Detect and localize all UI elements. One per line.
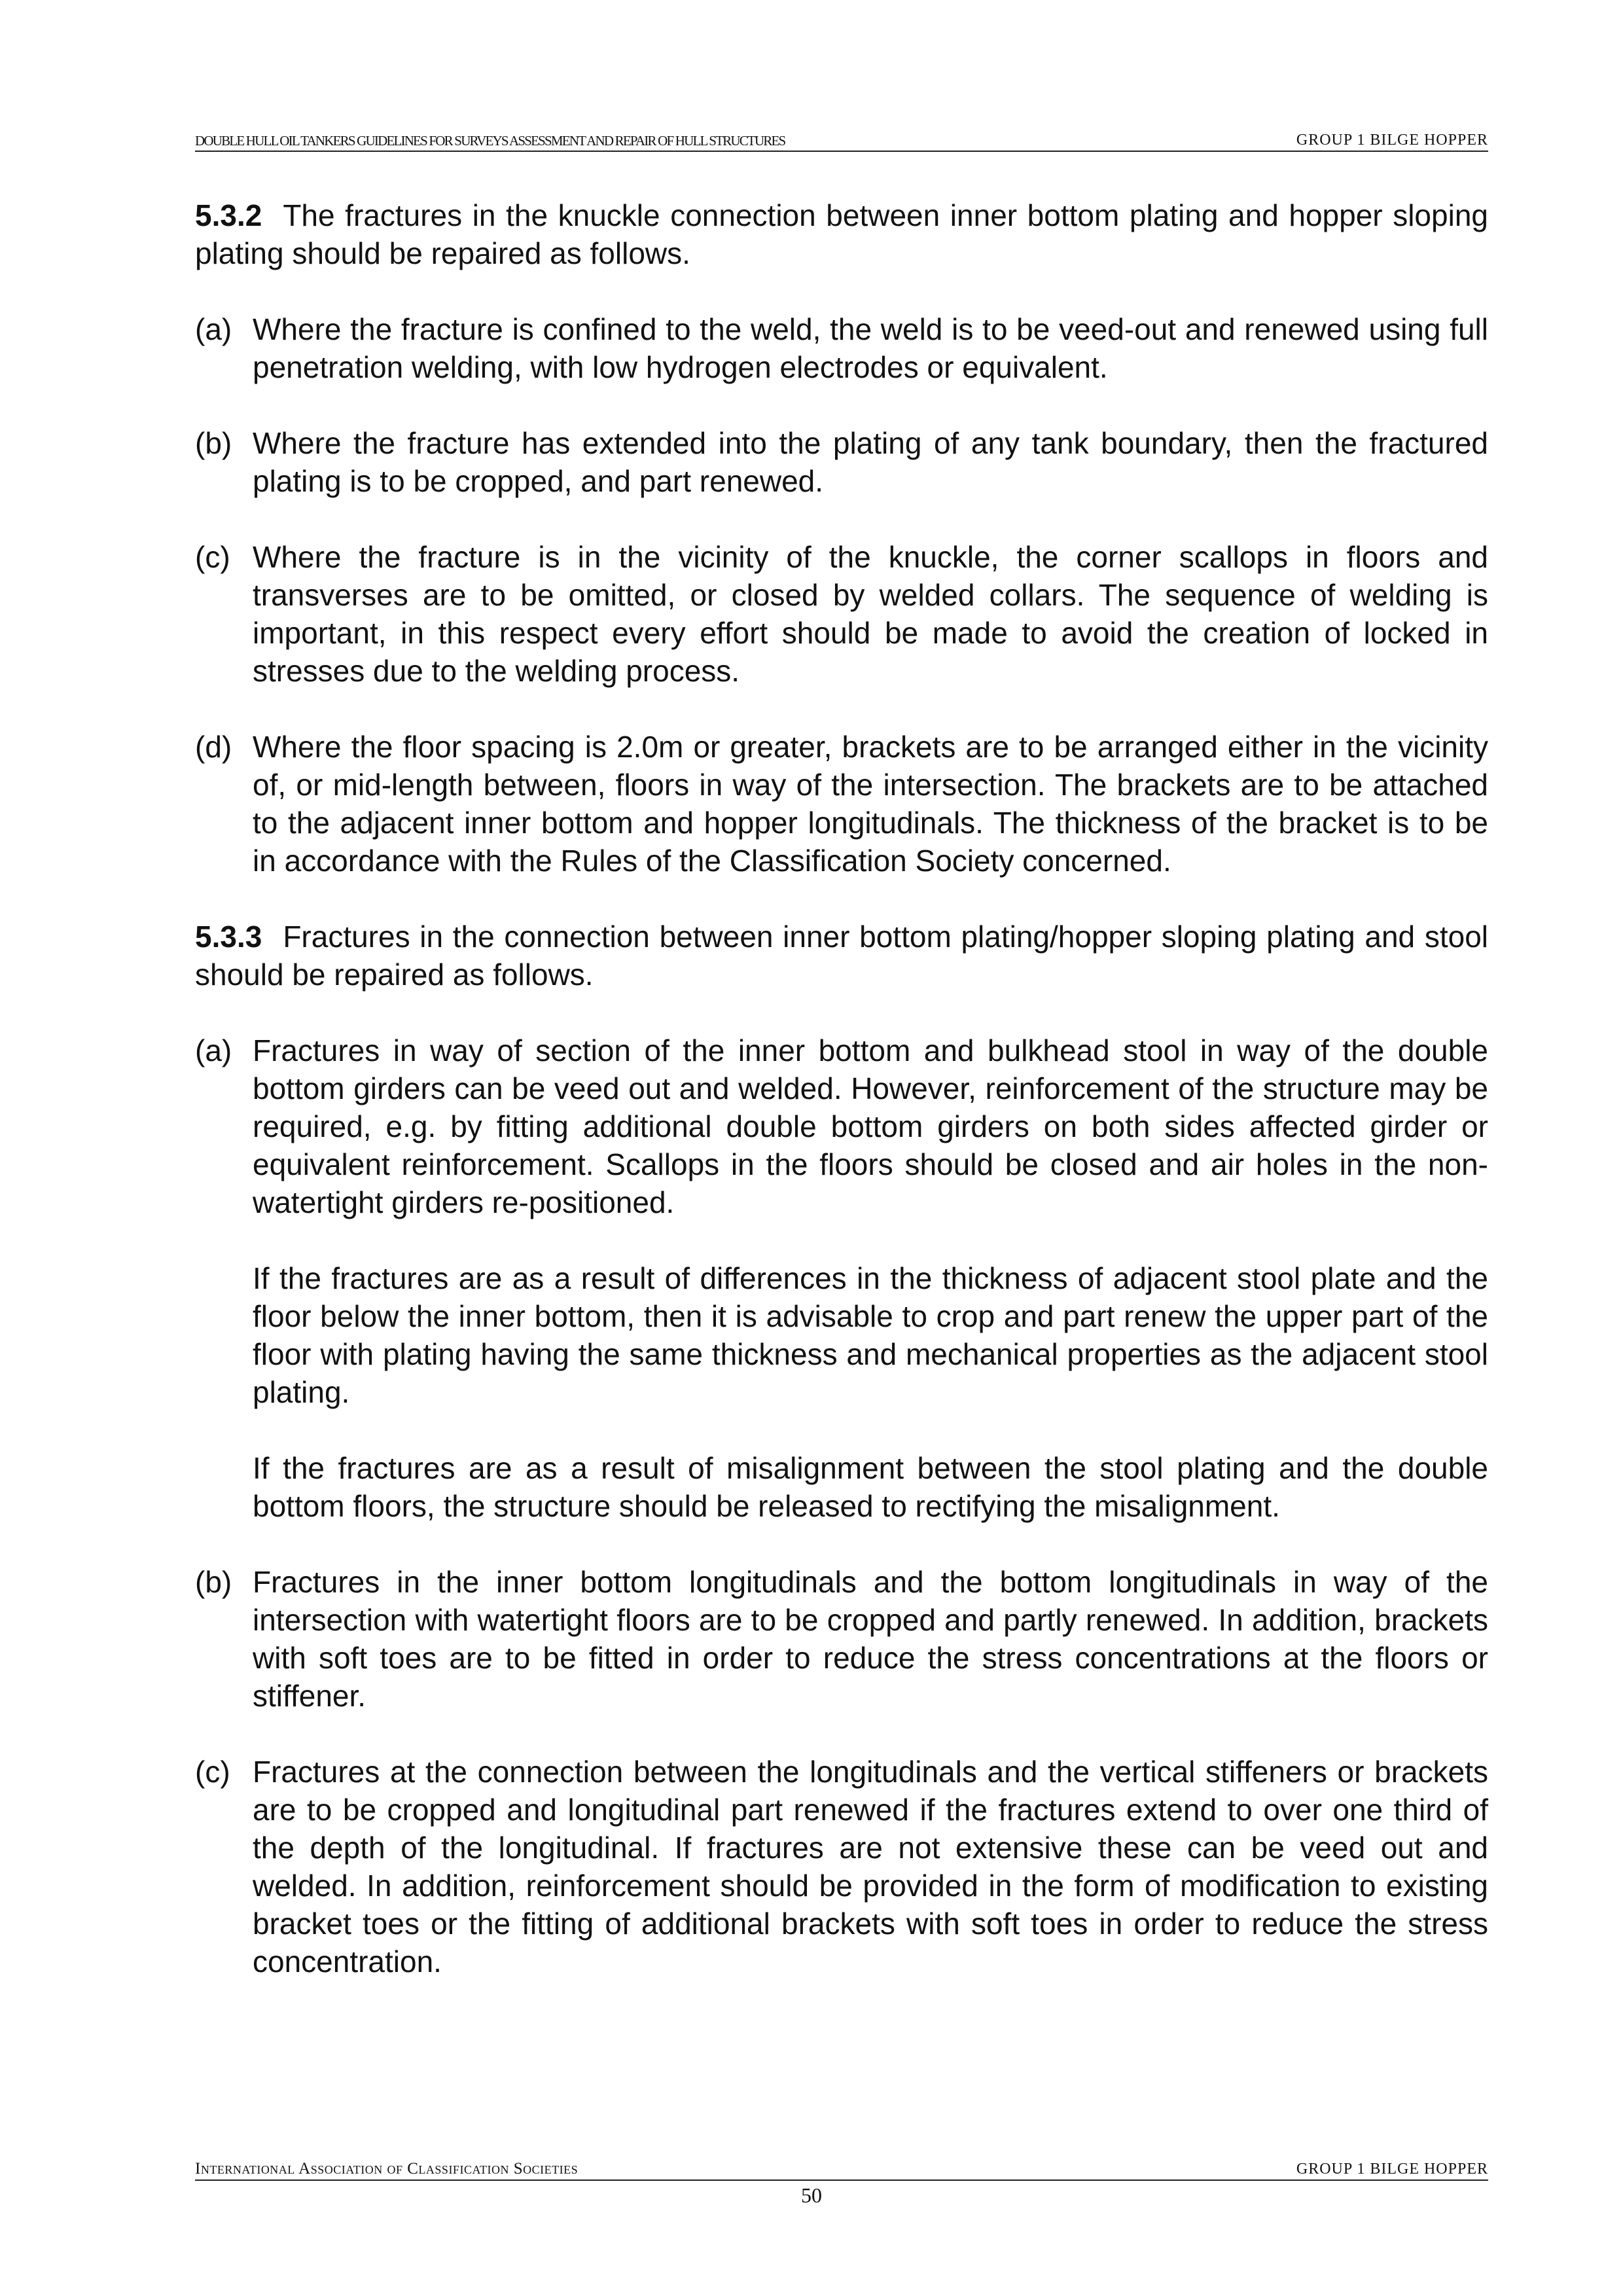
section-intro	[195, 196, 1488, 272]
section-number: 5.3.3	[195, 920, 262, 954]
section-intro-text: The fractures in the knuckle connection between inner bottom plating and hopper sloping plating should be repaired as follows.	[195, 198, 1488, 270]
list-item	[195, 1563, 1488, 1715]
body-text	[195, 196, 1488, 2018]
list-item	[195, 1031, 1488, 1525]
list-item-text: Fractures in way of section of the inner bottom and bulkhead stool in way of the double bottom girders can be veed out and welded. However, reinforcement of the structure may be required, e.g. by fitting additional double bottom girders on both sides affected girder or equivalent reinforcement. Scallops in the floors should be closed and air holes in the non-watertight girders re-positioned.	[253, 1033, 1488, 1219]
running-footer	[195, 2160, 1488, 2181]
section-intro-text: Fractures in the connection between inner bottom plating/hopper sloping plating and stool should be repaired as follows.	[195, 920, 1488, 992]
list-item-label: (a)	[195, 312, 232, 346]
list-item-label: (b)	[195, 426, 232, 460]
list-item-label: (b)	[195, 1565, 232, 1599]
list-item-text: Fractures at the connection between the longitudinals and the vertical stiffeners or brackets are to be cropped and longitudinal part renewed if the fractures extend to over one third of the depth of the longitudinal. If fractures are not extensive these can be veed out and welded. In addition, reinforcement should be provided in the form of modification to existing bracket toes or the fitting of additional brackets with soft toes in order to reduce the stress concentration.	[253, 1755, 1488, 1979]
list-item-text: Where the floor spacing is 2.0m or greater, brackets are to be arranged either in the vicinity of, or mid-length between, floors in way of the intersection. The brackets are to be attached to the adjacent inner bottom and hopper longitudinals. The thickness of the bracket is to be in accordance with the Rules of the Classification Society concerned.	[253, 730, 1488, 878]
list-item-text: If the fractures are as a result of misalignment between the stool plating and the double bottom floors, the structure should be released to rectifying the misalignment.	[253, 1451, 1488, 1523]
footer-organization: International Association of Classification Societies	[195, 2160, 579, 2178]
list-item-text: Where the fracture is in the vicinity of the knuckle, the corner scallops in floors and transverses are to be omitted, or closed by welded collars. The sequence of welding is important, in this respect every effort should be made to avoid the creation of locked in stresses due to the welding process.	[253, 540, 1488, 688]
header-document-title: DOUBLE HULL OIL TANKERS GUIDELINES FOR SURVEYS ASSESSMENT AND REPAIR OF HULL STRUCTURES	[195, 133, 785, 149]
section-number: 5.3.2	[195, 198, 262, 232]
list-item	[195, 728, 1488, 880]
list-item	[195, 1753, 1488, 1981]
list-item	[195, 538, 1488, 690]
list-item-text: If the fractures are as a result of differences in the thickness of adjacent stool plate and the floor below the inner bottom, then it is advisable to crop and part renew the upper part of the floor with plating having the same thickness and mechanical properties as the adjacent stool plating.	[253, 1261, 1488, 1409]
list-item	[195, 310, 1488, 386]
section-intro	[195, 918, 1488, 994]
list-item-label: (c)	[195, 540, 230, 574]
list-item-text: Where the fracture is confined to the weld, the weld is to be veed-out and renewed using full penetration welding, with low hydrogen electrodes or equivalent.	[253, 312, 1488, 384]
running-header	[195, 131, 1488, 152]
list-item-label: (d)	[195, 730, 232, 764]
header-section-title: GROUP 1 BILGE HOPPER	[1296, 132, 1488, 149]
list-item-text: Where the fracture has extended into the plating of any tank boundary, then the fractured plating is to be cropped, and part renewed.	[253, 426, 1488, 498]
page-number: 50	[801, 2183, 822, 2207]
list-item-text: Fractures in the inner bottom longitudinals and the bottom longitudinals in way of the intersection with watertight floors are to be cropped and partly renewed. In addition, brackets with soft toes are to be fitted in order to reduce the stress concentrations at the floors or stiffener.	[253, 1565, 1488, 1713]
list-item-label: (c)	[195, 1755, 230, 1789]
list-item-label: (a)	[195, 1033, 232, 1067]
list-item	[195, 424, 1488, 500]
footer-section-title: GROUP 1 BILGE HOPPER	[1296, 2161, 1488, 2178]
